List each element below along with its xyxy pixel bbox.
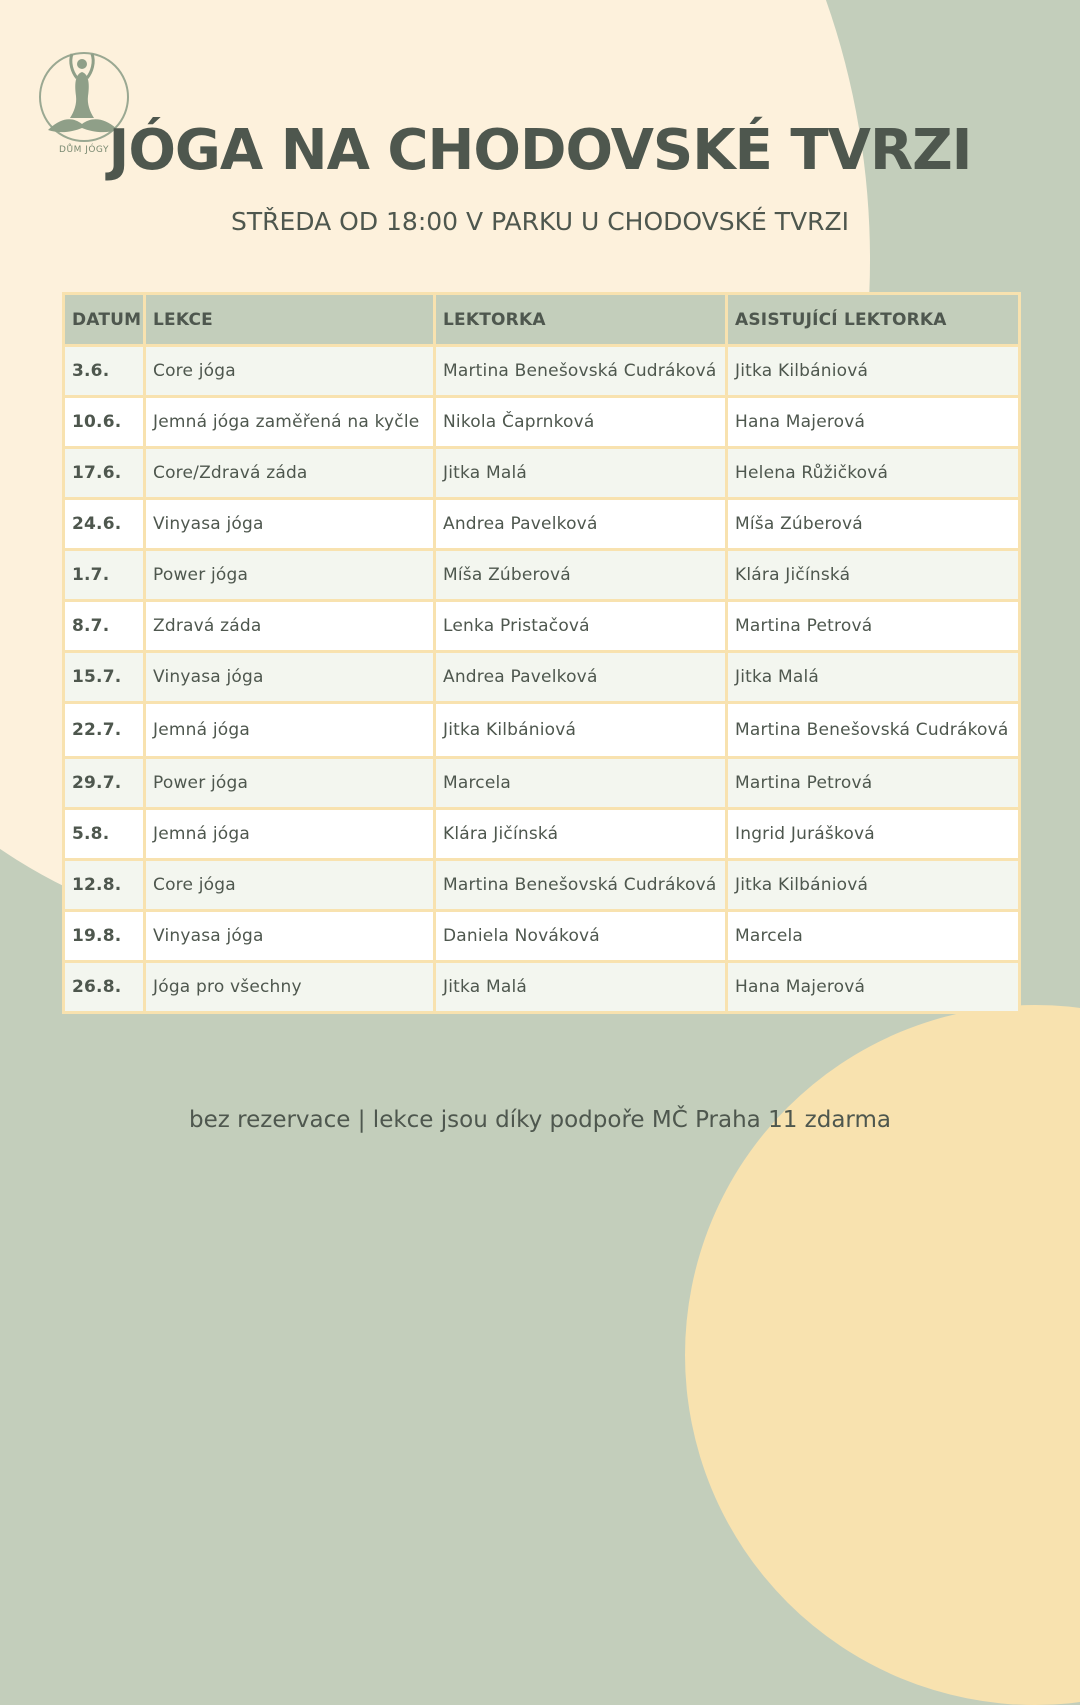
cell-instructor: Marcela [435,758,727,809]
cell-date: 3.6. [64,346,145,397]
cell-lesson: Power jóga [145,550,435,601]
cell-lesson: Jóga pro všechny [145,962,435,1013]
cell-date: 22.7. [64,703,145,758]
cell-date: 29.7. [64,758,145,809]
cell-date: 12.8. [64,860,145,911]
cell-instructor: Andrea Pavelková [435,652,727,703]
table-row [64,448,1020,499]
table-row [64,809,1020,860]
cell-lesson: Core/Zdravá záda [145,448,435,499]
cell-assistant: Jitka Kilbániová [727,860,1020,911]
table-row [64,860,1020,911]
table-row [64,652,1020,703]
table-row [64,758,1020,809]
cell-assistant: Martina Petrová [727,758,1020,809]
cell-assistant: Martina Petrová [727,601,1020,652]
column-header-lekce: LEKCE [145,294,435,346]
cell-instructor: Andrea Pavelková [435,499,727,550]
table-row [64,703,1020,758]
cell-date: 5.8. [64,809,145,860]
cell-instructor: Daniela Nováková [435,911,727,962]
cell-lesson: Vinyasa jóga [145,652,435,703]
cell-instructor: Nikola Čaprnková [435,397,727,448]
cell-lesson: Core jóga [145,346,435,397]
cell-instructor: Klára Jičínská [435,809,727,860]
cell-assistant: Klára Jičínská [727,550,1020,601]
table-row [64,601,1020,652]
page-subtitle: STŘEDA OD 18:00 V PARKU U CHODOVSKÉ TVRZI [230,207,850,236]
cell-assistant: Hana Majerová [727,397,1020,448]
table-row [64,499,1020,550]
cell-instructor: Jitka Malá [435,962,727,1013]
cell-assistant: Martina Benešovská Cudráková [727,703,1020,758]
cell-date: 17.6. [64,448,145,499]
cell-instructor: Jitka Kilbániová [435,703,727,758]
cell-assistant: Jitka Kilbániová [727,346,1020,397]
cell-date: 8.7. [64,601,145,652]
column-header-datum: DATUM [64,294,145,346]
cell-date: 24.6. [64,499,145,550]
page-title: JÓGA NA CHODOVSKÉ TVRZI [108,118,972,183]
cell-date: 15.7. [64,652,145,703]
column-header-lektorka: LEKTORKA [435,294,727,346]
cell-assistant: Helena Růžičková [727,448,1020,499]
table-row [64,346,1020,397]
cell-instructor: Martina Benešovská Cudráková [435,860,727,911]
cell-date: 26.8. [64,962,145,1013]
cell-lesson: Jemná jóga zaměřená na kyčle [145,397,435,448]
cell-assistant: Hana Majerová [727,962,1020,1013]
logo-text: DŮM JÓGY [59,145,109,155]
cell-instructor: Lenka Pristačová [435,601,727,652]
table-row [64,550,1020,601]
cell-lesson: Jemná jóga [145,703,435,758]
column-header-asistujici-lektorka: ASISTUJÍCÍ LEKTORKA [727,294,1020,346]
cell-assistant: Míša Zúberová [727,499,1020,550]
cell-lesson: Zdravá záda [145,601,435,652]
cell-lesson: Core jóga [145,860,435,911]
cell-lesson: Power jóga [145,758,435,809]
cell-lesson: Vinyasa jóga [145,911,435,962]
table-row [64,397,1020,448]
cell-lesson: Vinyasa jóga [145,499,435,550]
table-row [64,911,1020,962]
cell-date: 10.6. [64,397,145,448]
cell-date: 1.7. [64,550,145,601]
cell-assistant: Marcela [727,911,1020,962]
cell-instructor: Martina Benešovská Cudráková [435,346,727,397]
table-row [64,962,1020,1013]
footer-note: bez rezervace | lekce jsou díky podpoře MČ Praha 11 zdarma [189,1107,891,1133]
cell-instructor: Jitka Malá [435,448,727,499]
cell-instructor: Míša Zúberová [435,550,727,601]
schedule-table [62,292,1021,1014]
cell-assistant: Ingrid Jurášková [727,809,1020,860]
cell-lesson: Jemná jóga [145,809,435,860]
cell-date: 19.8. [64,911,145,962]
table-header-row [64,294,1020,346]
cell-assistant: Jitka Malá [727,652,1020,703]
